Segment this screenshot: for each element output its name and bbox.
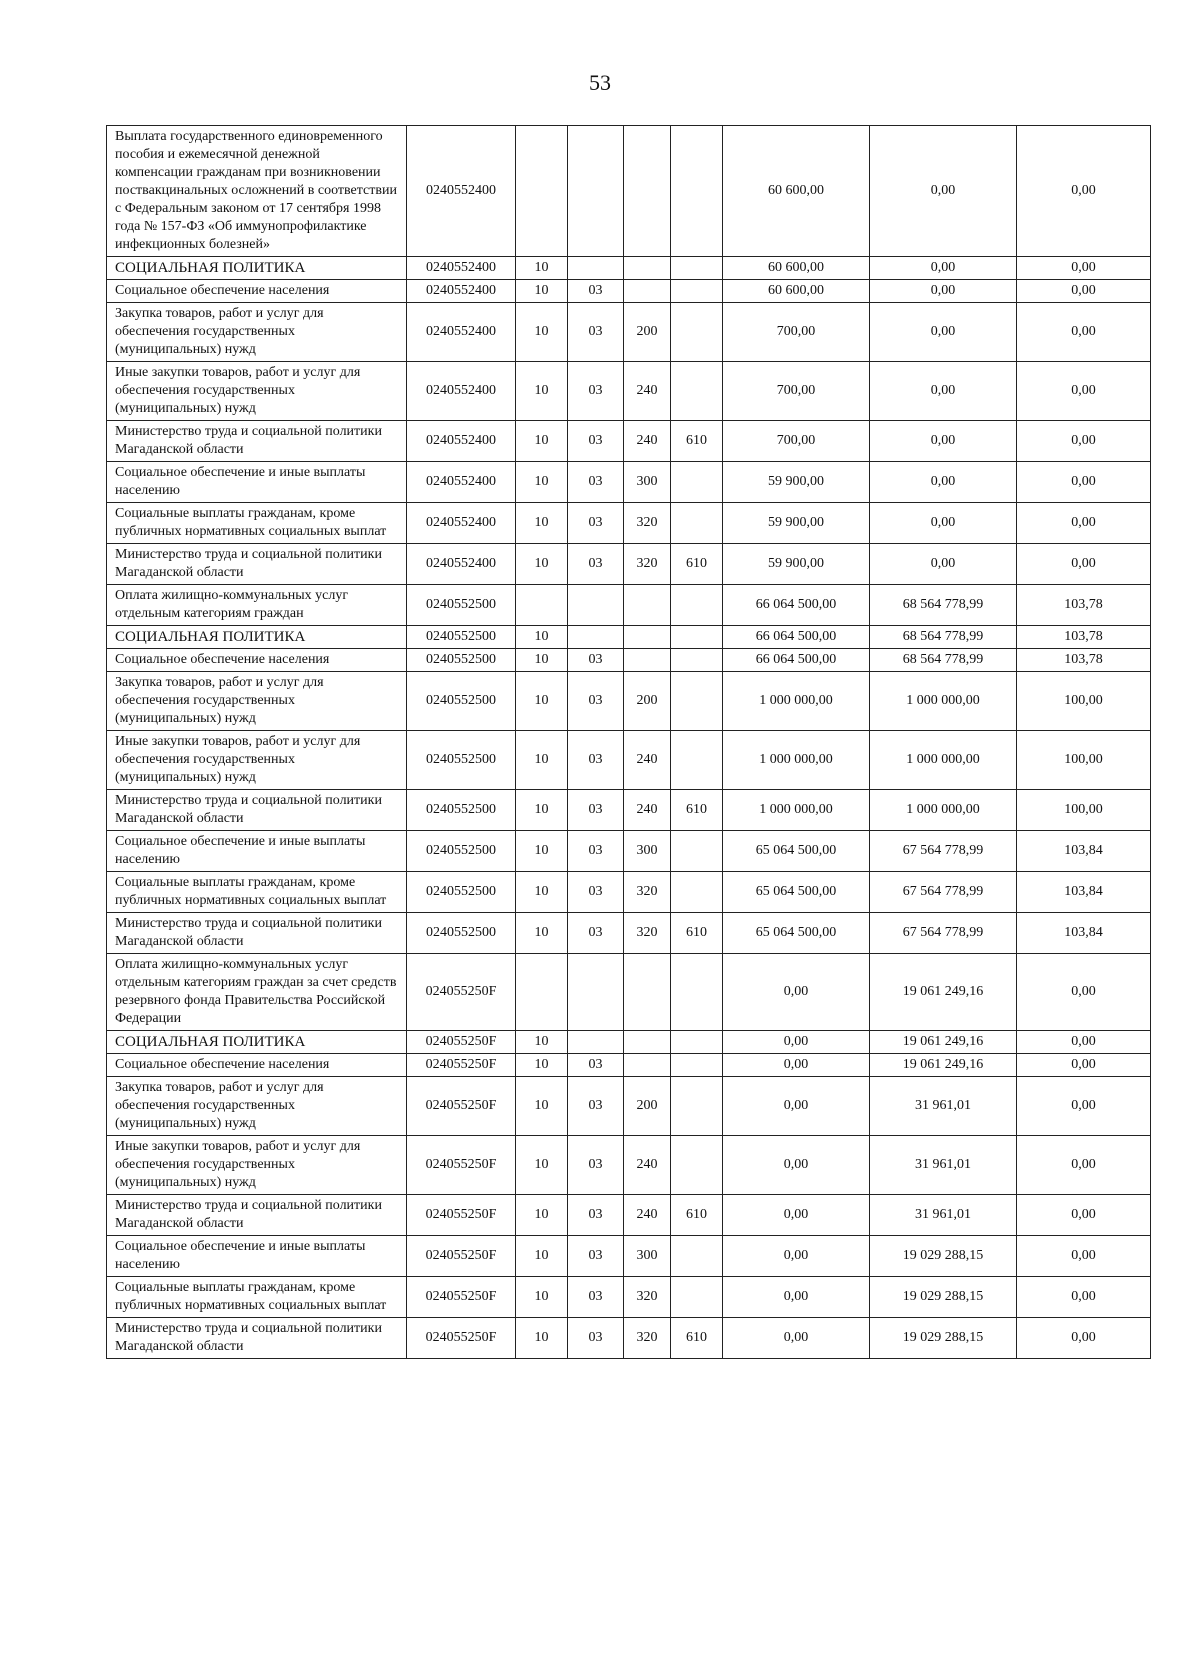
section-code: 10 [516, 1054, 568, 1077]
target-article-code: 0240552500 [407, 649, 516, 672]
subsection-code: 03 [568, 462, 624, 503]
execution-percent: 0,00 [1017, 544, 1151, 585]
target-article-code: 0240552400 [407, 462, 516, 503]
execution-percent: 0,00 [1017, 257, 1151, 280]
subsection-code [568, 257, 624, 280]
subsection-code: 03 [568, 1136, 624, 1195]
administrator-code [671, 126, 723, 257]
actual-amount: 19 029 288,15 [870, 1318, 1017, 1359]
target-article-code: 0240552400 [407, 126, 516, 257]
execution-percent: 0,00 [1017, 303, 1151, 362]
planned-amount: 700,00 [723, 362, 870, 421]
target-article-code: 024055250F [407, 1236, 516, 1277]
table-row [107, 544, 1151, 585]
table-row [107, 280, 1151, 303]
planned-amount: 66 064 500,00 [723, 626, 870, 649]
table-row [107, 1054, 1151, 1077]
actual-amount: 0,00 [870, 544, 1017, 585]
section-code: 10 [516, 1136, 568, 1195]
row-name: Оплата жилищно-коммунальных услуг отдельным категориям граждан [107, 585, 407, 626]
table-row [107, 954, 1151, 1031]
administrator-code: 610 [671, 913, 723, 954]
row-name: Социальное обеспечение и иные выплаты населению [107, 462, 407, 503]
planned-amount: 59 900,00 [723, 544, 870, 585]
administrator-code: 610 [671, 1318, 723, 1359]
table-row [107, 1195, 1151, 1236]
section-code: 10 [516, 1195, 568, 1236]
actual-amount: 19 029 288,15 [870, 1236, 1017, 1277]
expense-type-code: 240 [624, 1136, 671, 1195]
administrator-code [671, 257, 723, 280]
execution-percent: 100,00 [1017, 672, 1151, 731]
execution-percent: 0,00 [1017, 1236, 1151, 1277]
execution-percent: 0,00 [1017, 1318, 1151, 1359]
target-article-code: 0240552500 [407, 672, 516, 731]
expense-type-code: 200 [624, 672, 671, 731]
expense-type-code [624, 1054, 671, 1077]
execution-percent: 0,00 [1017, 1031, 1151, 1054]
actual-amount: 0,00 [870, 462, 1017, 503]
execution-percent: 0,00 [1017, 1077, 1151, 1136]
execution-percent: 0,00 [1017, 1195, 1151, 1236]
planned-amount: 0,00 [723, 1277, 870, 1318]
planned-amount: 0,00 [723, 954, 870, 1031]
table-row [107, 790, 1151, 831]
actual-amount: 31 961,01 [870, 1195, 1017, 1236]
target-article-code: 0240552400 [407, 421, 516, 462]
row-name: Закупка товаров, работ и услуг для обеспечения государственных (муниципальных) нужд [107, 672, 407, 731]
actual-amount: 19 061 249,16 [870, 1054, 1017, 1077]
section-code: 10 [516, 1277, 568, 1318]
section-code: 10 [516, 649, 568, 672]
subsection-code: 03 [568, 672, 624, 731]
target-article-code: 0240552400 [407, 280, 516, 303]
subsection-code: 03 [568, 1077, 624, 1136]
table-row [107, 303, 1151, 362]
subsection-code: 03 [568, 731, 624, 790]
subsection-code: 03 [568, 280, 624, 303]
administrator-code [671, 585, 723, 626]
row-name: Министерство труда и социальной политики Магаданской области [107, 913, 407, 954]
subsection-code: 03 [568, 303, 624, 362]
table-row [107, 731, 1151, 790]
administrator-code [671, 462, 723, 503]
actual-amount: 0,00 [870, 126, 1017, 257]
target-article-code: 0240552500 [407, 731, 516, 790]
expense-type-code: 320 [624, 1318, 671, 1359]
actual-amount: 0,00 [870, 362, 1017, 421]
execution-percent: 100,00 [1017, 790, 1151, 831]
administrator-code [671, 303, 723, 362]
actual-amount: 1 000 000,00 [870, 672, 1017, 731]
row-name: Социальные выплаты гражданам, кроме публичных нормативных социальных выплат [107, 503, 407, 544]
subsection-code: 03 [568, 1236, 624, 1277]
execution-percent: 103,84 [1017, 913, 1151, 954]
execution-percent: 0,00 [1017, 280, 1151, 303]
target-article-code: 0240552400 [407, 544, 516, 585]
actual-amount: 68 564 778,99 [870, 649, 1017, 672]
administrator-code [671, 831, 723, 872]
target-article-code: 0240552400 [407, 362, 516, 421]
planned-amount: 60 600,00 [723, 126, 870, 257]
subsection-code: 03 [568, 790, 624, 831]
row-name: Социальные выплаты гражданам, кроме публичных нормативных социальных выплат [107, 872, 407, 913]
planned-amount: 0,00 [723, 1054, 870, 1077]
administrator-code [671, 1236, 723, 1277]
expense-type-code: 300 [624, 462, 671, 503]
administrator-code [671, 1136, 723, 1195]
expense-type-code: 240 [624, 1195, 671, 1236]
target-article-code: 024055250F [407, 1054, 516, 1077]
row-name: Социальное обеспечение населения [107, 649, 407, 672]
table-row [107, 1136, 1151, 1195]
target-article-code: 0240552500 [407, 872, 516, 913]
actual-amount: 0,00 [870, 303, 1017, 362]
administrator-code: 610 [671, 544, 723, 585]
section-code: 10 [516, 503, 568, 544]
planned-amount: 59 900,00 [723, 462, 870, 503]
row-name: Социальное обеспечение населения [107, 1054, 407, 1077]
execution-percent: 0,00 [1017, 421, 1151, 462]
execution-percent: 103,84 [1017, 831, 1151, 872]
subsection-code [568, 1031, 624, 1054]
actual-amount: 19 029 288,15 [870, 1277, 1017, 1318]
execution-percent: 100,00 [1017, 731, 1151, 790]
table-row [107, 585, 1151, 626]
target-article-code: 024055250F [407, 1077, 516, 1136]
administrator-code: 610 [671, 421, 723, 462]
administrator-code: 610 [671, 1195, 723, 1236]
table-row [107, 672, 1151, 731]
section-code [516, 954, 568, 1031]
row-name: Выплата государственного единовременного пособия и ежемесячной денежной компенсации гражданам при возникновении поствакцинальных осложнений в соответствии с Федеральным законом от 17 сентября 1998 года № 157-ФЗ «Об иммунопрофилактике инфекционных болезней» [107, 126, 407, 257]
section-code: 10 [516, 1077, 568, 1136]
planned-amount: 0,00 [723, 1077, 870, 1136]
execution-percent: 0,00 [1017, 1054, 1151, 1077]
planned-amount: 0,00 [723, 1195, 870, 1236]
target-article-code: 024055250F [407, 954, 516, 1031]
expense-type-code [624, 626, 671, 649]
actual-amount: 67 564 778,99 [870, 913, 1017, 954]
target-article-code: 0240552500 [407, 585, 516, 626]
section-code: 10 [516, 831, 568, 872]
planned-amount: 0,00 [723, 1031, 870, 1054]
administrator-code [671, 872, 723, 913]
administrator-code [671, 1054, 723, 1077]
row-name: Социальное обеспечение населения [107, 280, 407, 303]
section-code: 10 [516, 872, 568, 913]
expense-type-code [624, 126, 671, 257]
expense-type-code [624, 585, 671, 626]
section-code: 10 [516, 303, 568, 362]
actual-amount: 68 564 778,99 [870, 585, 1017, 626]
execution-percent: 0,00 [1017, 954, 1151, 1031]
actual-amount: 67 564 778,99 [870, 872, 1017, 913]
expense-type-code: 320 [624, 913, 671, 954]
planned-amount: 1 000 000,00 [723, 731, 870, 790]
planned-amount: 60 600,00 [723, 280, 870, 303]
table-row [107, 126, 1151, 257]
administrator-code [671, 672, 723, 731]
table-row [107, 1031, 1151, 1054]
administrator-code [671, 731, 723, 790]
table-row [107, 503, 1151, 544]
row-name: Социальное обеспечение и иные выплаты населению [107, 1236, 407, 1277]
target-article-code: 024055250F [407, 1031, 516, 1054]
section-code [516, 126, 568, 257]
table-row [107, 872, 1151, 913]
planned-amount: 65 064 500,00 [723, 913, 870, 954]
subsection-code: 03 [568, 1277, 624, 1318]
planned-amount: 66 064 500,00 [723, 585, 870, 626]
expense-type-code [624, 649, 671, 672]
expense-type-code: 320 [624, 872, 671, 913]
administrator-code [671, 626, 723, 649]
planned-amount: 0,00 [723, 1236, 870, 1277]
subsection-code [568, 954, 624, 1031]
row-name: Иные закупки товаров, работ и услуг для обеспечения государственных (муниципальных) нужд [107, 731, 407, 790]
table-row [107, 257, 1151, 280]
actual-amount: 0,00 [870, 280, 1017, 303]
planned-amount: 0,00 [723, 1136, 870, 1195]
planned-amount: 65 064 500,00 [723, 831, 870, 872]
administrator-code [671, 1031, 723, 1054]
row-name: Иные закупки товаров, работ и услуг для обеспечения государственных (муниципальных) нужд [107, 1136, 407, 1195]
actual-amount: 19 061 249,16 [870, 1031, 1017, 1054]
administrator-code [671, 1077, 723, 1136]
actual-amount: 0,00 [870, 421, 1017, 462]
section-code: 10 [516, 257, 568, 280]
target-article-code: 024055250F [407, 1277, 516, 1318]
execution-percent: 103,78 [1017, 585, 1151, 626]
expense-type-code [624, 1031, 671, 1054]
section-code: 10 [516, 462, 568, 503]
target-article-code: 0240552500 [407, 913, 516, 954]
section-code: 10 [516, 626, 568, 649]
table-row [107, 626, 1151, 649]
planned-amount: 700,00 [723, 421, 870, 462]
row-name: Министерство труда и социальной политики Магаданской области [107, 790, 407, 831]
table-row [107, 913, 1151, 954]
actual-amount: 31 961,01 [870, 1136, 1017, 1195]
planned-amount: 1 000 000,00 [723, 672, 870, 731]
administrator-code [671, 954, 723, 1031]
expense-type-code: 300 [624, 831, 671, 872]
table-row [107, 1277, 1151, 1318]
planned-amount: 60 600,00 [723, 257, 870, 280]
administrator-code: 610 [671, 790, 723, 831]
table-row [107, 421, 1151, 462]
subsection-code: 03 [568, 913, 624, 954]
section-code: 10 [516, 280, 568, 303]
subsection-code: 03 [568, 362, 624, 421]
target-article-code: 0240552500 [407, 831, 516, 872]
subsection-code [568, 126, 624, 257]
section-code: 10 [516, 672, 568, 731]
execution-percent: 103,78 [1017, 626, 1151, 649]
subsection-code: 03 [568, 1195, 624, 1236]
expense-type-code: 240 [624, 790, 671, 831]
expense-type-code: 320 [624, 503, 671, 544]
target-article-code: 0240552400 [407, 303, 516, 362]
subsection-code: 03 [568, 544, 624, 585]
execution-percent: 0,00 [1017, 126, 1151, 257]
expense-type-code [624, 280, 671, 303]
page-number: 53 [589, 70, 611, 95]
row-name: СОЦИАЛЬНАЯ ПОЛИТИКА [107, 1031, 407, 1054]
section-code: 10 [516, 1318, 568, 1359]
administrator-code [671, 649, 723, 672]
table-row [107, 1077, 1151, 1136]
actual-amount: 1 000 000,00 [870, 790, 1017, 831]
section-code: 10 [516, 790, 568, 831]
planned-amount: 66 064 500,00 [723, 649, 870, 672]
expense-type-code: 240 [624, 421, 671, 462]
actual-amount: 19 061 249,16 [870, 954, 1017, 1031]
expense-type-code: 320 [624, 544, 671, 585]
row-name: Социальные выплаты гражданам, кроме публичных нормативных социальных выплат [107, 1277, 407, 1318]
section-code: 10 [516, 544, 568, 585]
table-row [107, 462, 1151, 503]
row-name: Социальное обеспечение и иные выплаты населению [107, 831, 407, 872]
subsection-code: 03 [568, 649, 624, 672]
row-name: Закупка товаров, работ и услуг для обеспечения государственных (муниципальных) нужд [107, 303, 407, 362]
budget-table [106, 125, 1151, 1359]
row-name: СОЦИАЛЬНАЯ ПОЛИТИКА [107, 626, 407, 649]
target-article-code: 0240552400 [407, 257, 516, 280]
row-name: СОЦИАЛЬНАЯ ПОЛИТИКА [107, 257, 407, 280]
actual-amount: 0,00 [870, 503, 1017, 544]
execution-percent: 0,00 [1017, 362, 1151, 421]
table-row [107, 362, 1151, 421]
budget-table-body [107, 126, 1151, 1359]
target-article-code: 024055250F [407, 1136, 516, 1195]
table-row [107, 1236, 1151, 1277]
subsection-code: 03 [568, 503, 624, 544]
expense-type-code: 200 [624, 1077, 671, 1136]
expense-type-code: 300 [624, 1236, 671, 1277]
section-code: 10 [516, 731, 568, 790]
planned-amount: 0,00 [723, 1318, 870, 1359]
table-row [107, 1318, 1151, 1359]
section-code [516, 585, 568, 626]
target-article-code: 024055250F [407, 1318, 516, 1359]
section-code: 10 [516, 362, 568, 421]
row-name: Иные закупки товаров, работ и услуг для обеспечения государственных (муниципальных) нужд [107, 362, 407, 421]
administrator-code [671, 503, 723, 544]
section-code: 10 [516, 1031, 568, 1054]
planned-amount: 1 000 000,00 [723, 790, 870, 831]
subsection-code: 03 [568, 831, 624, 872]
table-row [107, 649, 1151, 672]
execution-percent: 103,84 [1017, 872, 1151, 913]
actual-amount: 68 564 778,99 [870, 626, 1017, 649]
execution-percent: 0,00 [1017, 1136, 1151, 1195]
execution-percent: 0,00 [1017, 503, 1151, 544]
section-code: 10 [516, 913, 568, 954]
administrator-code [671, 362, 723, 421]
planned-amount: 59 900,00 [723, 503, 870, 544]
subsection-code: 03 [568, 1318, 624, 1359]
planned-amount: 65 064 500,00 [723, 872, 870, 913]
target-article-code: 024055250F [407, 1195, 516, 1236]
subsection-code [568, 585, 624, 626]
actual-amount: 31 961,01 [870, 1077, 1017, 1136]
target-article-code: 0240552400 [407, 503, 516, 544]
row-name: Министерство труда и социальной политики Магаданской области [107, 1318, 407, 1359]
row-name: Министерство труда и социальной политики Магаданской области [107, 544, 407, 585]
row-name: Оплата жилищно-коммунальных услуг отдельным категориям граждан за счет средств резервного фонда Правительства Российской Федерации [107, 954, 407, 1031]
row-name: Министерство труда и социальной политики Магаданской области [107, 1195, 407, 1236]
expense-type-code [624, 257, 671, 280]
actual-amount: 0,00 [870, 257, 1017, 280]
expense-type-code: 320 [624, 1277, 671, 1318]
expense-type-code: 200 [624, 303, 671, 362]
actual-amount: 1 000 000,00 [870, 731, 1017, 790]
expense-type-code: 240 [624, 362, 671, 421]
actual-amount: 67 564 778,99 [870, 831, 1017, 872]
table-row [107, 831, 1151, 872]
section-code: 10 [516, 421, 568, 462]
target-article-code: 0240552500 [407, 626, 516, 649]
section-code: 10 [516, 1236, 568, 1277]
row-name: Закупка товаров, работ и услуг для обеспечения государственных (муниципальных) нужд [107, 1077, 407, 1136]
target-article-code: 0240552500 [407, 790, 516, 831]
subsection-code: 03 [568, 421, 624, 462]
row-name: Министерство труда и социальной политики Магаданской области [107, 421, 407, 462]
administrator-code [671, 1277, 723, 1318]
subsection-code: 03 [568, 1054, 624, 1077]
subsection-code: 03 [568, 872, 624, 913]
planned-amount: 700,00 [723, 303, 870, 362]
execution-percent: 0,00 [1017, 462, 1151, 503]
expense-type-code: 240 [624, 731, 671, 790]
subsection-code [568, 626, 624, 649]
execution-percent: 103,78 [1017, 649, 1151, 672]
administrator-code [671, 280, 723, 303]
expense-type-code [624, 954, 671, 1031]
execution-percent: 0,00 [1017, 1277, 1151, 1318]
